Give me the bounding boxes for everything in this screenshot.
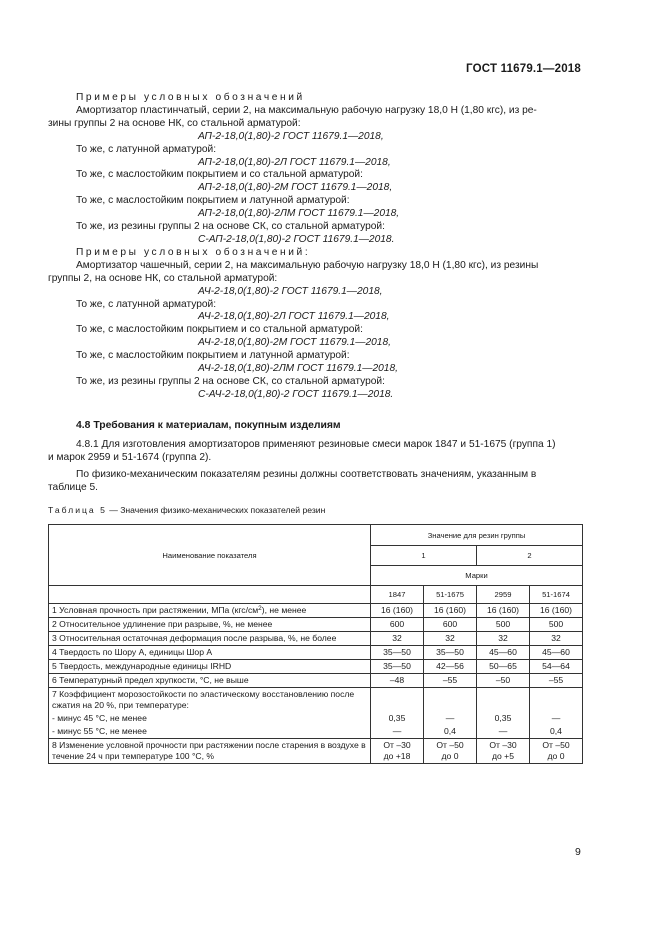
- row-name: 6 Температурный предел хрупкости, °С, не выше: [49, 674, 371, 688]
- designation-code: АП-2-18,0(1,80)-2 ГОСТ 11679.1—2018,: [198, 130, 384, 142]
- cell: 32: [477, 632, 530, 646]
- designation-code: С-АЧ-2-18,0(1,80)-2 ГОСТ 11679.1—2018.: [198, 388, 394, 400]
- paragraph-line: и марок 2959 и 51-1674 (группа 2).: [48, 451, 212, 463]
- designation-code: С-АП-2-18,0(1,80)-2 ГОСТ 11679.1—2018.: [198, 233, 395, 245]
- examples-heading: Примеры условных обозначений: [76, 92, 305, 103]
- row-name: 7 Коэффициент морозостойкости по эластическому восстановлению после сжатия на 20 %, при температуре:: [49, 688, 371, 713]
- example-variant: То же, из резины группы 2 на основе СК, со стальной арматурой:: [76, 375, 385, 387]
- cell: –55: [530, 674, 583, 688]
- table-row: [49, 725, 583, 739]
- cell: От –50 до 0: [530, 739, 583, 764]
- grade-label: 51-1674: [530, 586, 583, 604]
- example-variant: То же, с маслостойким покрытием и латунной арматурой:: [76, 350, 350, 362]
- cell: 16 (160): [530, 604, 583, 618]
- example-intro-cont: группы 2, на основе НК, со стальной арматурой:: [48, 272, 278, 284]
- cell: [424, 688, 477, 713]
- cell: 16 (160): [371, 604, 424, 618]
- row-name: 4 Твердость по Шору А, единицы Шор А: [49, 646, 371, 660]
- cell: 600: [371, 618, 424, 632]
- cell: 50—65: [477, 660, 530, 674]
- grade-label: 2959: [477, 586, 530, 604]
- cell: 500: [530, 618, 583, 632]
- row-name: 8 Изменение условной прочности при растяжении после старения в воздухе в течение 24 ч при температуре 100 °С, %: [49, 739, 371, 764]
- cell: —: [371, 725, 424, 739]
- table-row: [49, 618, 583, 632]
- designation-code: АП-2-18,0(1,80)-2ЛМ ГОСТ 11679.1—2018,: [198, 208, 400, 220]
- cell: 42—56: [424, 660, 477, 674]
- row-name: - минус 45 °С, не менее: [49, 712, 371, 725]
- table-row: [49, 632, 583, 646]
- cell: 32: [424, 632, 477, 646]
- table-row: [49, 674, 583, 688]
- cell: 16 (160): [477, 604, 530, 618]
- cell: От –30 до +5: [477, 739, 530, 764]
- cell: 0,4: [424, 725, 477, 739]
- table-row: [49, 739, 583, 764]
- grade-header: Марки: [371, 566, 583, 586]
- grade-label: 1847: [371, 586, 424, 604]
- cell: [477, 688, 530, 713]
- table-row: [49, 712, 583, 725]
- example-variant: То же, с латунной арматурой:: [76, 298, 217, 310]
- designation-code: АП-2-18,0(1,80)-2М ГОСТ 11679.1—2018,: [198, 182, 393, 194]
- paragraph-line: таблице 5.: [48, 481, 98, 493]
- cell: [371, 688, 424, 713]
- group-header-2: 2: [477, 546, 583, 566]
- designation-code: АЧ-2-18,0(1,80)-2М ГОСТ 11679.1—2018,: [198, 337, 391, 349]
- designation-code: АЧ-2-18,0(1,80)-2Л ГОСТ 11679.1—2018,: [198, 311, 390, 323]
- table-caption-label: Таблица 5: [48, 505, 107, 515]
- examples-plate-block: [48, 92, 580, 402]
- cell: 500: [477, 618, 530, 632]
- cell: 0,35: [477, 712, 530, 725]
- group-header-1: 1: [371, 546, 477, 566]
- cell: 45—60: [530, 646, 583, 660]
- cell: 35—50: [371, 660, 424, 674]
- cell: –55: [424, 674, 477, 688]
- cell: 0,4: [530, 725, 583, 739]
- paragraph-line: По физико-механическим показателям резины должны соответствовать значениям, указанным в: [76, 468, 537, 480]
- document-header: ГОСТ 11679.1—2018: [466, 63, 581, 75]
- cell: 35—50: [424, 646, 477, 660]
- example-variant: То же, из резины группы 2 на основе СК, со стальной арматурой:: [76, 221, 385, 233]
- table-row: [49, 688, 583, 713]
- section-4-8: [48, 420, 580, 495]
- table-caption-text: — Значения физико-механических показателей резин: [106, 505, 326, 515]
- cell: 32: [371, 632, 424, 646]
- cell: –50: [477, 674, 530, 688]
- examples-heading: Примеры условных обозначений:: [76, 246, 311, 258]
- grade-label: 51-1675: [424, 586, 477, 604]
- example-intro: Амортизатор чашечный, серии 2, на максимальную рабочую нагрузку 18,0 Н (1,80 кгс), из резины: [76, 259, 539, 271]
- cell: 32: [530, 632, 583, 646]
- table-row: [49, 646, 583, 660]
- designation-code: АП-2-18,0(1,80)-2Л ГОСТ 11679.1—2018,: [198, 156, 391, 168]
- cell: —: [424, 712, 477, 725]
- cell: [530, 688, 583, 713]
- cell: 35—50: [371, 646, 424, 660]
- properties-table: [48, 524, 583, 764]
- row-name: 3 Относительная остаточная деформация после разрыва, %, не более: [49, 632, 371, 646]
- cell: 0,35: [371, 712, 424, 725]
- cell: –48: [371, 674, 424, 688]
- column-header-value: Значение для резин группы: [371, 525, 583, 546]
- row-name: 1 Условная прочность при растяжении, МПа $(кгс/см^2)$, не менее: [49, 604, 371, 618]
- paragraph-line: 4.8.1 Для изготовления амортизаторов применяют резиновые смеси марок 1847 и 51-1675 (группа 1): [76, 438, 556, 450]
- cell: От –50 до 0: [424, 739, 477, 764]
- cell: 45—60: [477, 646, 530, 660]
- cell: —: [477, 725, 530, 739]
- designation-code: АЧ-2-18,0(1,80)-2 ГОСТ 11679.1—2018,: [198, 285, 383, 297]
- table-row: [49, 660, 583, 674]
- table-row: [49, 604, 583, 618]
- cell: 600: [424, 618, 477, 632]
- designation-code: АЧ-2-18,0(1,80)-2ЛМ ГОСТ 11679.1—2018,: [198, 363, 398, 375]
- example-variant: То же, с маслостойким покрытием и латунной арматурой:: [76, 195, 350, 207]
- example-intro-cont: зины группы 2 на основе НК, со стальной арматурой:: [48, 117, 301, 129]
- example-variant: То же, с маслостойким покрытием и со стальной арматурой:: [76, 169, 363, 181]
- row-name: 2 Относительное удлинение при разрыве, %, не менее: [49, 618, 371, 632]
- row-name: - минус 55 °С, не менее: [49, 725, 371, 739]
- cell: 16 (160): [424, 604, 477, 618]
- section-title: 4.8 Требования к материалам, покупным изделиям: [76, 420, 341, 431]
- cell: 54—64: [530, 660, 583, 674]
- column-header-name: Наименование показателя: [49, 525, 371, 586]
- example-intro: Амортизатор пластинчатый, серии 2, на максимальную рабочую нагрузку 18,0 Н (1,80 кгс), из ре-: [76, 104, 537, 116]
- header-spacer: [49, 586, 371, 604]
- table-caption: [48, 505, 325, 515]
- example-variant: То же, с латунной арматурой:: [76, 143, 217, 155]
- example-variant: То же, с маслостойким покрытием и со стальной арматурой:: [76, 324, 363, 336]
- cell: От –30 до +18: [371, 739, 424, 764]
- cell: —: [530, 712, 583, 725]
- row-name: 5 Твердость, международные единицы IRHD: [49, 660, 371, 674]
- page-number: 9: [575, 846, 581, 858]
